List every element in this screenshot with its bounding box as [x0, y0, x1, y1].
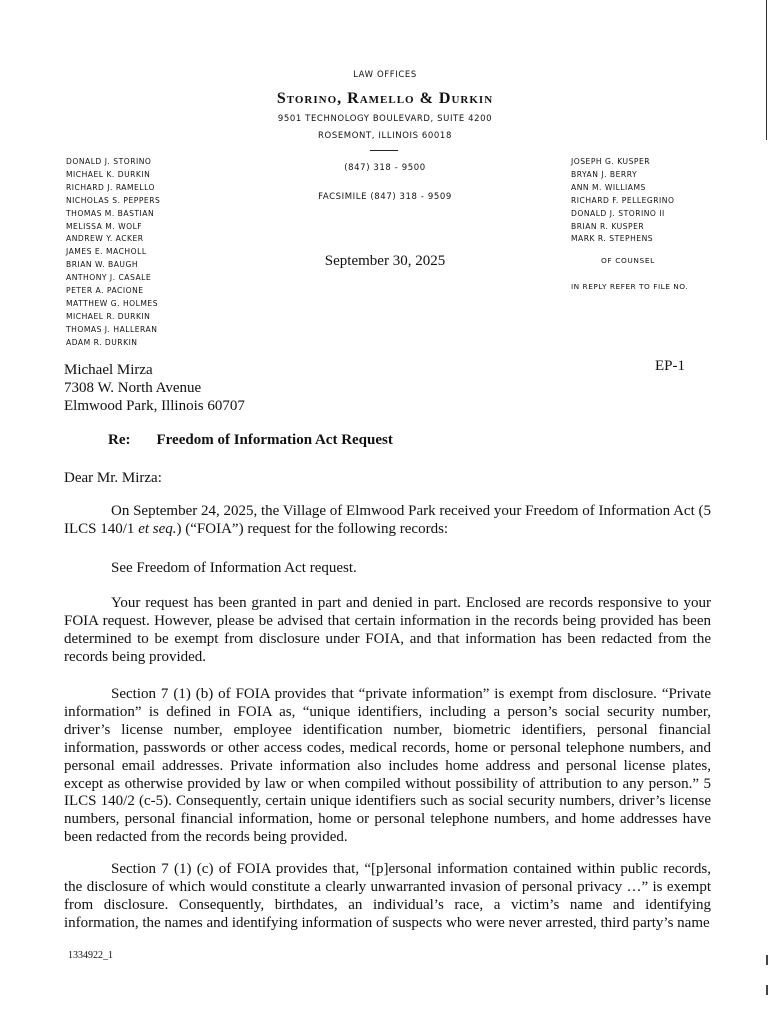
firm-address-line1: 9501 TECHNOLOGY BOULEVARD, SUITE 4200 [277, 114, 493, 124]
body-paragraph-4 [64, 686, 711, 847]
partner-name: MARK R. STEPHENS [571, 234, 654, 244]
p1-text-a: On September 24, 2025, the Village of Elmwood Park received your Freedom of Information Act (5 ILCS 140/1 [64, 503, 711, 537]
partner-name: ANTHONY J. CASALE [66, 273, 152, 283]
partner-name: MICHAEL R. DURKIN [66, 311, 151, 321]
law-offices-label: LAW OFFICES [353, 70, 417, 80]
partner-name: BRIAN W. BAUGH [66, 260, 139, 270]
recipient-name: Michael Mirza [64, 362, 153, 378]
reply-refer-label: IN REPLY REFER TO FILE NO. [571, 282, 689, 291]
re-label: Re: [108, 432, 131, 448]
p5-text: Section 7 (1) (c) of FOIA provides that, “[p]ersonal information contained within public records, the disclosure of which would constitute a clearly unwarranted invasion of personal privacy …” is exempt from disclosure. Consequently, birthdates, an individual’s race, a victim’s name and identifying information, the names and identifying information of suspects who were never arrested, third party’s name [64, 861, 711, 931]
partner-name: MATTHEW G. HOLMES [66, 298, 159, 308]
scan-edge-mark [766, 955, 768, 965]
letterhead-divider [370, 150, 398, 151]
partner-name: ANDREW Y. ACKER [66, 234, 144, 244]
firm-name: Storino, Ramello & Durkin [276, 90, 494, 107]
p1-et-seq: et seq. [138, 520, 177, 537]
partner-name: RICHARD F. PELLEGRINO [571, 195, 675, 205]
recipient-address-block [64, 361, 245, 415]
partner-name: JAMES E. MACHOLL [66, 247, 147, 257]
partner-name: BRYAN J. BERRY [571, 169, 638, 179]
body-paragraph-2: See Freedom of Information Act request. [111, 560, 357, 576]
subject-line [108, 432, 393, 449]
firm-address-line2: ROSEMONT, ILLINOIS 60018 [318, 131, 452, 141]
file-number: EP-1 [655, 358, 685, 374]
partner-name: ADAM R. DURKIN [66, 337, 138, 347]
recipient-street: 7308 W. North Avenue [64, 380, 202, 396]
p3-text: Your request has been granted in part and denied in part. Enclosed are records responsive to your FOIA request. However, please be advised that certain information in the records being provided has been determined to be exempt from disclosure under FOIA, and that information has been redacted from the records being provided. [64, 595, 711, 665]
recipient-city: Elmwood Park, Illinois 60707 [64, 398, 245, 414]
letter-date: September 30, 2025 [324, 253, 446, 269]
document-id: 1334922_1 [68, 950, 113, 961]
body-paragraph-5 [64, 861, 711, 933]
p1-text-b: ) (“FOIA”) request for the following records: [176, 520, 449, 537]
p4-text: Section 7 (1) (b) of FOIA provides that “private information” is exempt from disclosure. “Private information” is defined in FOIA as, “unique identifiers, including a person’s social security number, driver’s license number, employee identification number, biometric identifiers, personal financial information, passwords or other access codes, medical records, home or personal telephone numbers, and personal email addresses. Private information also includes home address and personal license plates, except as otherwise provided by law or when compiled without possibility of attribution to any person.” 5 ILCS 140/2 (c-5). Consequently, certain unique identifiers such as social security numbers, driver’s license numbers, personal financial information, home or personal telephone numbers, and home addresses have been redacted from the records being provided. [64, 686, 711, 846]
partner-name: BRIAN R. KUSPER [571, 221, 645, 231]
partner-name: MICHAEL K. DURKIN [66, 169, 151, 179]
partner-name: DONALD J. STORINO [66, 157, 152, 166]
partner-name: JOSEPH G. KUSPER [571, 157, 651, 166]
partner-list-right [571, 156, 674, 246]
partner-name: DONALD J. STORINO II [571, 208, 665, 218]
firm-fax: FACSIMILE (847) 318 - 9509 [318, 192, 452, 202]
body-paragraph-3 [64, 595, 711, 667]
partner-name: MELISSA M. WOLF [66, 221, 143, 231]
partner-name: PETER A. PACIONE [66, 286, 144, 296]
body-paragraph-1 [64, 503, 711, 539]
firm-phone: (847) 318 - 9500 [344, 163, 426, 173]
partner-name: ANN M. WILLIAMS [571, 182, 646, 192]
scan-edge-mark [766, 985, 768, 995]
salutation: Dear Mr. Mirza: [64, 470, 162, 486]
partner-name: THOMAS J. HALLERAN [66, 324, 158, 334]
of-counsel-label: OF COUNSEL [601, 256, 655, 265]
re-subject: Freedom of Information Act Request [156, 432, 393, 448]
partner-name: RICHARD J. RAMELLO [66, 182, 156, 192]
partner-name: THOMAS M. BASTIAN [66, 208, 155, 218]
partner-name: NICHOLAS S. PEPPERS [66, 195, 161, 205]
